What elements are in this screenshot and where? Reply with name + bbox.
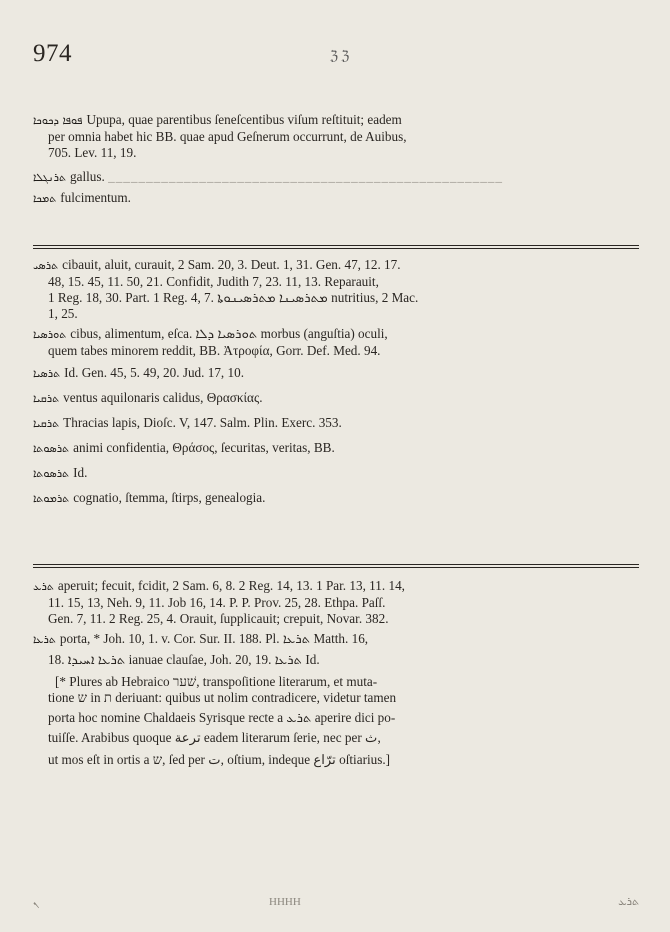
page-number: 974	[33, 40, 72, 67]
entry-line: ܬܪܣܝܐ Id. Gen. 45, 5. 49, 20. Jud. 17, 10.	[33, 365, 245, 380]
note-line: [* Plures ab Hebraico שׁער, transpoſitione literarum, et muta-	[55, 674, 378, 689]
entry-line: 705. Lev. 11, 19.	[48, 145, 137, 160]
entry-line: quem tabes minorem reddit, BB. Ἀτροφία, Gorr. Def. Med. 94.	[48, 343, 381, 358]
entry-group-1	[33, 112, 648, 207]
syriac-headword: ܬܪܣܝ	[33, 259, 59, 272]
syriac-headword: ܬܘܪܣܝܐ	[33, 328, 67, 341]
entry-line: ܬܪܣܘܬܐ animi confidentia, Θράσος, ſecuritas, veritas, BB.	[33, 440, 335, 455]
note-line: tuiſſe. Arabibus quoque ترعة eadem literarum ſerie, nec per ث,	[48, 730, 381, 745]
footer-left-mark: ܢ	[33, 896, 40, 908]
entry-line: ܬܡܟܐ fulcimentum.	[33, 190, 131, 205]
signature-mark: ℨ ℨ	[330, 48, 350, 63]
entry-line: ܦܘܦܐ ܕܟܘܟܐ Upupa, quae parentibus ſeneſcentibus viſum reſtituit; eadem	[33, 112, 402, 127]
syriac-headword: ܬܪܩܝܐ	[33, 392, 60, 405]
section-rule	[33, 245, 639, 246]
entry-line: per omnia habet hic BB. quae apud Geſnerum occurrunt, de Auibus,	[48, 129, 407, 144]
entry-line: ܬܪܥܐ porta, * Joh. 10, 1. v. Cor. Sur. II. 188. Pl. ܬܪܥܐ Matth. 16,	[33, 631, 369, 646]
entry-line: ܬܘܪܣܝܐ cibus, alimentum, eſca. ܬܘܪܣܝܐ ܕܠܐ morbus (anguſtia) oculi,	[33, 326, 388, 341]
entry-line: ܬܪܣܝ cibauit, aluit, curauit, 2 Sam. 20, 3. Deut. 1, 31. Gen. 47, 12. 17.	[33, 257, 401, 272]
entry-line: 48, 15. 45, 11. 50, 21. Confidit, Judith 7, 23. 11, 13. Reparauit,	[48, 274, 379, 289]
entry-line: Gen. 7, 11. 2 Reg. 25, 4. Orauit, ſupplicauit; crepuit, Novar. 382.	[48, 611, 389, 626]
catchword: ܬܪܥ	[618, 896, 639, 908]
syriac-headword: ܬܪܢܓܠܐ	[33, 171, 66, 184]
syriac-headword: ܬܪܡܘܬܐ	[33, 492, 70, 505]
entry-line: ܬܪܣܘܬܐ Id.	[33, 465, 88, 480]
note-line: tione ש in ת deriuant: quibus ut nolim contradicere, videtur tamen	[48, 690, 397, 705]
note-line: porta hoc nomine Chaldaeis Syrisque recte a ܬܪܥ aperire dici po-	[48, 710, 396, 725]
syriac-headword: ܬܪܣܘܬܐ	[33, 442, 70, 455]
entry-line: ܬܪܡܘܬܐ cognatio, ſtemma, ſtirps, genealogia.	[33, 490, 266, 505]
entry-group-3	[33, 578, 648, 768]
entry-line: 11. 15, 13, Neh. 9, 11. Job 16, 14. P. P. Prov. 25, 28. Ethpa. Paſſ.	[48, 595, 386, 610]
entry-line: 18. ܬܪܥܐ ܐܚܝܕܐ ianuae clauſae, Joh. 20, 19. ܬܪܥܐ Id.	[48, 652, 320, 667]
entry-line: ܬܪܥ aperuit; fecuit, fcidit, 2 Sam. 6, 8. 2 Reg. 14, 13. 1 Par. 13, 11. 14,	[33, 578, 405, 593]
footer-center-mark: HHHH	[269, 896, 301, 908]
entry-line: ܬܪܩܝܐ Thracias lapis, Dioſc. V, 147. Salm. Plin. Exerc. 353.	[33, 415, 342, 430]
syriac-headword: ܬܪܣܘܬܐ	[33, 467, 70, 480]
syriac-headword: ܬܪܣܝܐ	[33, 367, 61, 380]
syriac-headword: ܬܪܥܐ	[33, 633, 56, 646]
entry-line: 1, 25.	[48, 306, 78, 321]
note-line: ut mos eſt in ortis a ש, ſed per ت, oſtium, indeque ترّاع oſtiarius.]	[48, 752, 391, 767]
syriac-headword: ܬܪܩܝܐ	[33, 417, 60, 430]
entry-line: ܬܪܩܝܐ ventus aquilonaris calidus, Θρασκίας.	[33, 390, 263, 405]
entry-group-2	[33, 257, 648, 507]
syriac-headword: ܬܡܟܐ	[33, 192, 57, 205]
syriac-headword: ܬܪܥ	[33, 580, 54, 593]
entry-line: ܬܪܢܓܠܐ gallus. ____________________________________________________	[33, 169, 503, 184]
syriac-headword: ܦܘܦܐ ܕܟܘܟܐ	[33, 114, 83, 127]
section-rule	[33, 564, 639, 565]
entry-line: 1 Reg. 18, 30. Part. 1 Reg. 4, 7. ܡܬܪܣܝܢܐ ܡܬܪܣܝܢܘܬܐ nutritius, 2 Mac.	[48, 290, 419, 305]
